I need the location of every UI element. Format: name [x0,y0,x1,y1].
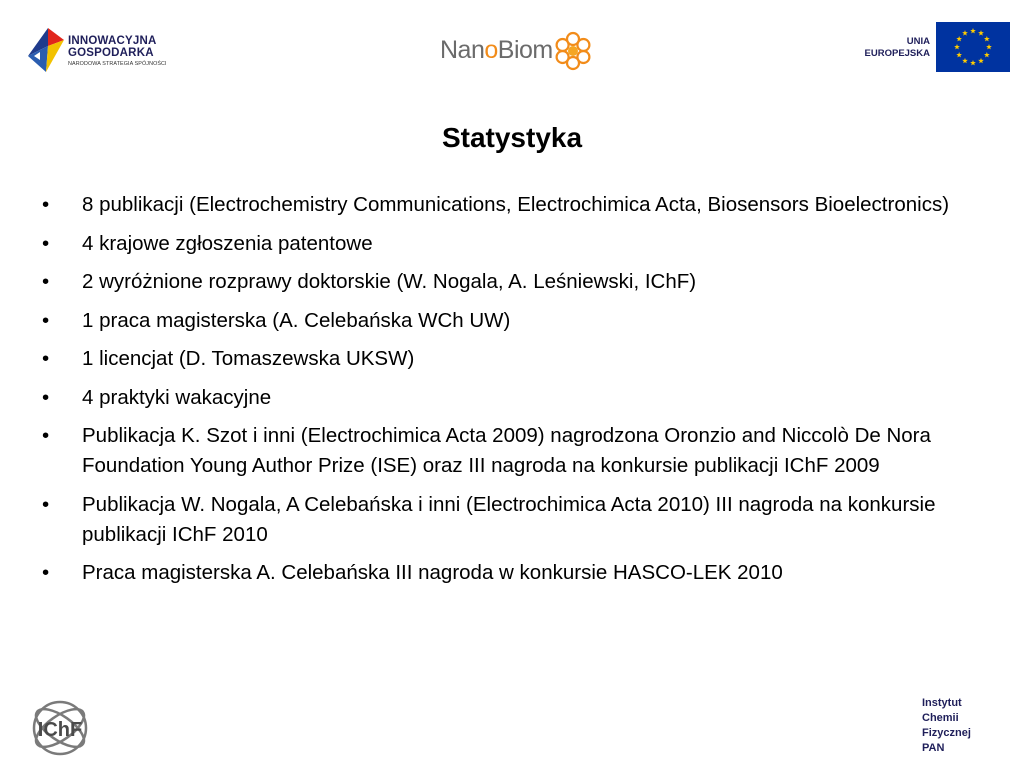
list-item [42,229,982,259]
innowacyjna-gospodarka-logo [26,26,191,78]
list-item-text: 4 krajowe zgłoszenia patentowe [82,231,373,255]
list-item-text: 1 licencjat (D. Tomaszewska UKSW) [82,347,415,370]
list-item [42,267,982,297]
institute-line-2: Chemii [922,712,959,724]
strategia-text: NARODOWA STRATEGIA SPÓJNOŚCI [68,61,167,67]
list-item-text: 4 praktyki wakacyjne [82,385,272,409]
institute-line-4: PAN [922,742,945,754]
slide-title: Statystyka [441,122,583,153]
list-item-text: 8 publikacji (Electrochemistry Communications, Electrochimica Acta, Biosensors Bioelectronics) [82,193,950,216]
institute-line-3: Fizycznej [922,727,971,739]
unia-text: UNIA [906,36,930,47]
ichf-logo-text: IChF [37,719,83,741]
list-item-text: 2 wyróżnione rozprawy doktorskie (W. Nogala, A. Leśniewski, IChF) [82,270,697,293]
bullet-icon: • [42,193,50,216]
unia-europejska-logo [860,22,1010,74]
list-item [42,421,982,481]
gospodarka-text: GOSPODARKA [68,46,154,59]
statistics-list [42,190,982,597]
institute-line-1: Instytut [922,697,962,709]
ichf-logo [28,696,92,760]
nanobiom-text-part2: Biom [497,36,553,64]
list-item-text: Publikacja W. Nogala, A Celebańska i inni (Electrochimica Acta 2010) III nagroda na konkursie publikacji IChF 2010 [82,492,936,546]
bullet-icon: • [42,424,50,447]
innowacyjna-text: INNOWACYJNA [68,35,157,47]
innowacyjna-emblem-icon [26,26,66,74]
bullet-icon: • [42,385,50,409]
list-item-text: Praca magisterska A. Celebańska III nagroda w konkursie HASCO-LEK 2010 [82,561,783,584]
nanobiom-flower-icon [552,30,594,72]
list-item [42,190,982,220]
bullet-icon: • [42,561,50,584]
europejska-text: EUROPEJSKA [864,48,930,59]
list-item [42,558,982,588]
institute-name [922,696,971,756]
ichf-emblem-icon [28,696,92,760]
nanobiom-text-part1: Nan [440,36,485,64]
bullet-icon: • [42,492,50,516]
bullet-icon: • [42,347,50,370]
list-item [42,383,982,413]
list-item [42,490,982,550]
bullet-icon: • [42,231,50,255]
nanobiom-text-o: o [484,36,498,64]
list-item [42,306,982,336]
bullet-icon: • [42,270,50,293]
eu-flag-icon [936,22,1010,72]
list-item-text: 1 praca magisterska (A. Celebańska WCh UW) [82,308,511,332]
list-item-text: Publikacja K. Szot i inni (Electrochimica Acta 2009) nagrodzona Oronzio and Niccolò De Nora Foundation Young Author Prize (ISE) oraz III nagroda na konkursie publikacji IChF 2009 [82,424,931,477]
list-item [42,344,982,374]
bullet-icon: • [42,308,50,332]
